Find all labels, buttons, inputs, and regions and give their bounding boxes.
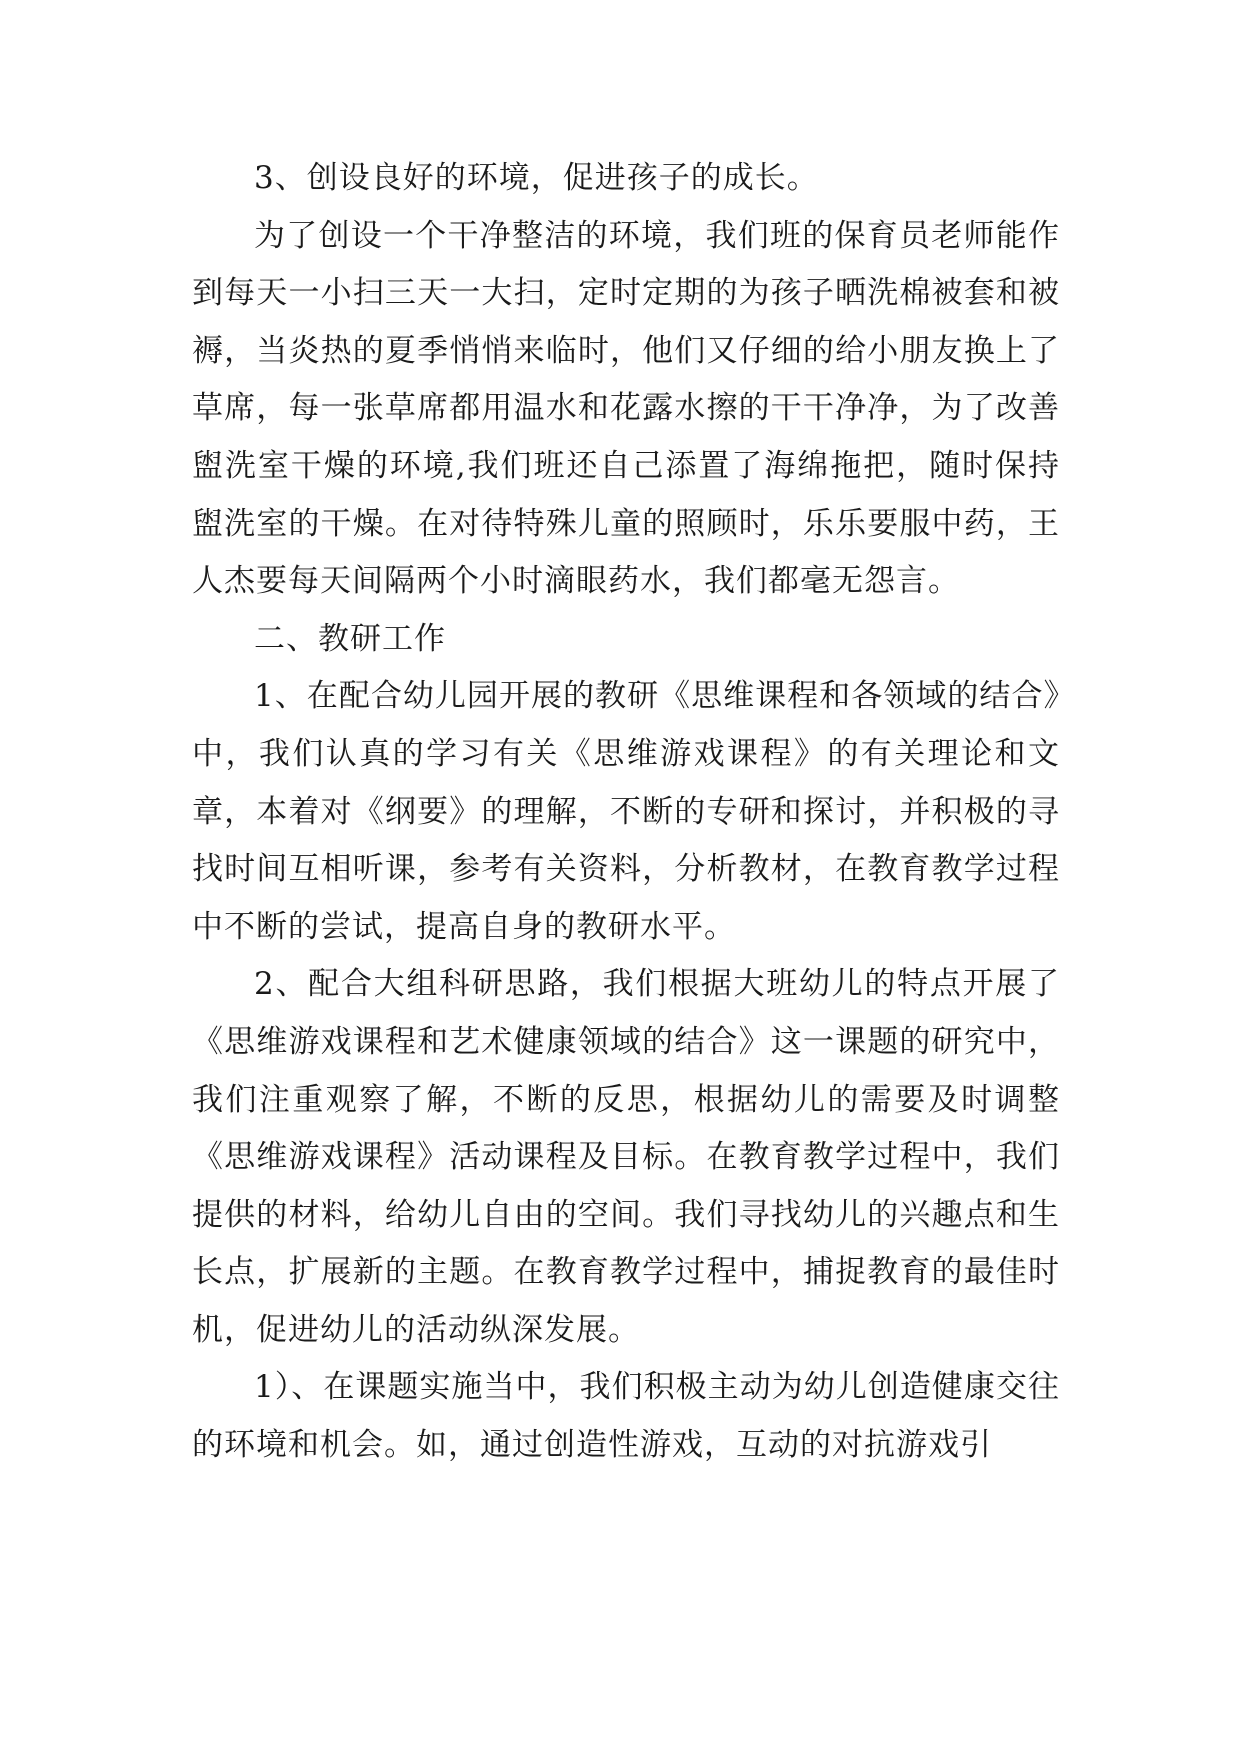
paragraph-research-1: 1、在配合幼儿园开展的教研《思维课程和各领域的结合》中，我们认真的学习有关《思维游戏课程》的有关理论和文章，本着对《纲要》的理解，不断的专研和探讨，并积极的寻找时间互相听课，参考有关资料，分析教材，在教育教学过程中不断的尝试，提高自身的教研水平。 bbox=[192, 678, 1060, 945]
paragraph-section-3-heading: 3、创设良好的环境，促进孩子的成长。 bbox=[254, 160, 819, 196]
section-heading-research: 二、教研工作 bbox=[254, 620, 446, 657]
paragraph-research-2-1: 1）、在课题实施当中，我们积极主动为幼儿创造健康交往的环境和机会。如，通过创造性游戏，互动的对抗游戏引 bbox=[192, 1369, 1060, 1464]
paragraph-environment: 为了创设一个干净整洁的环境，我们班的保育员老师能作到每天一小扫三天一大扫，定时定期的为孩子晒洗棉被套和被褥，当炎热的夏季悄悄来临时，他们又仔细的给小朋友换上了草席，每一张草席都用温水和花露水擦的干干净净，为了改善盥洗室干燥的环境,我们班还自己添置了海绵拖把，随时保持盥洗室的干燥。在对待特殊儿童的照顾时，乐乐要服中药，王人杰要每天间隔两个小时滴眼药水，我们都毫无怨言。 bbox=[192, 217, 1060, 600]
paragraph-research-2: 2、配合大组科研思路，我们根据大班幼儿的特点开展了《思维游戏课程和艺术健康领域的结合》这一课题的研究中，我们注重观察了解，不断的反思，根据幼儿的需要及时调整《思维游戏课程》活动课程及目标。在教育教学过程中，我们提供的材料，给幼儿自由的空间。我们寻找幼儿的兴趣点和生长点，扩展新的主题。在教育教学过程中，捕捉教育的最佳时机，促进幼儿的活动纵深发展。 bbox=[192, 966, 1060, 1348]
document-body bbox=[192, 150, 1060, 1475]
